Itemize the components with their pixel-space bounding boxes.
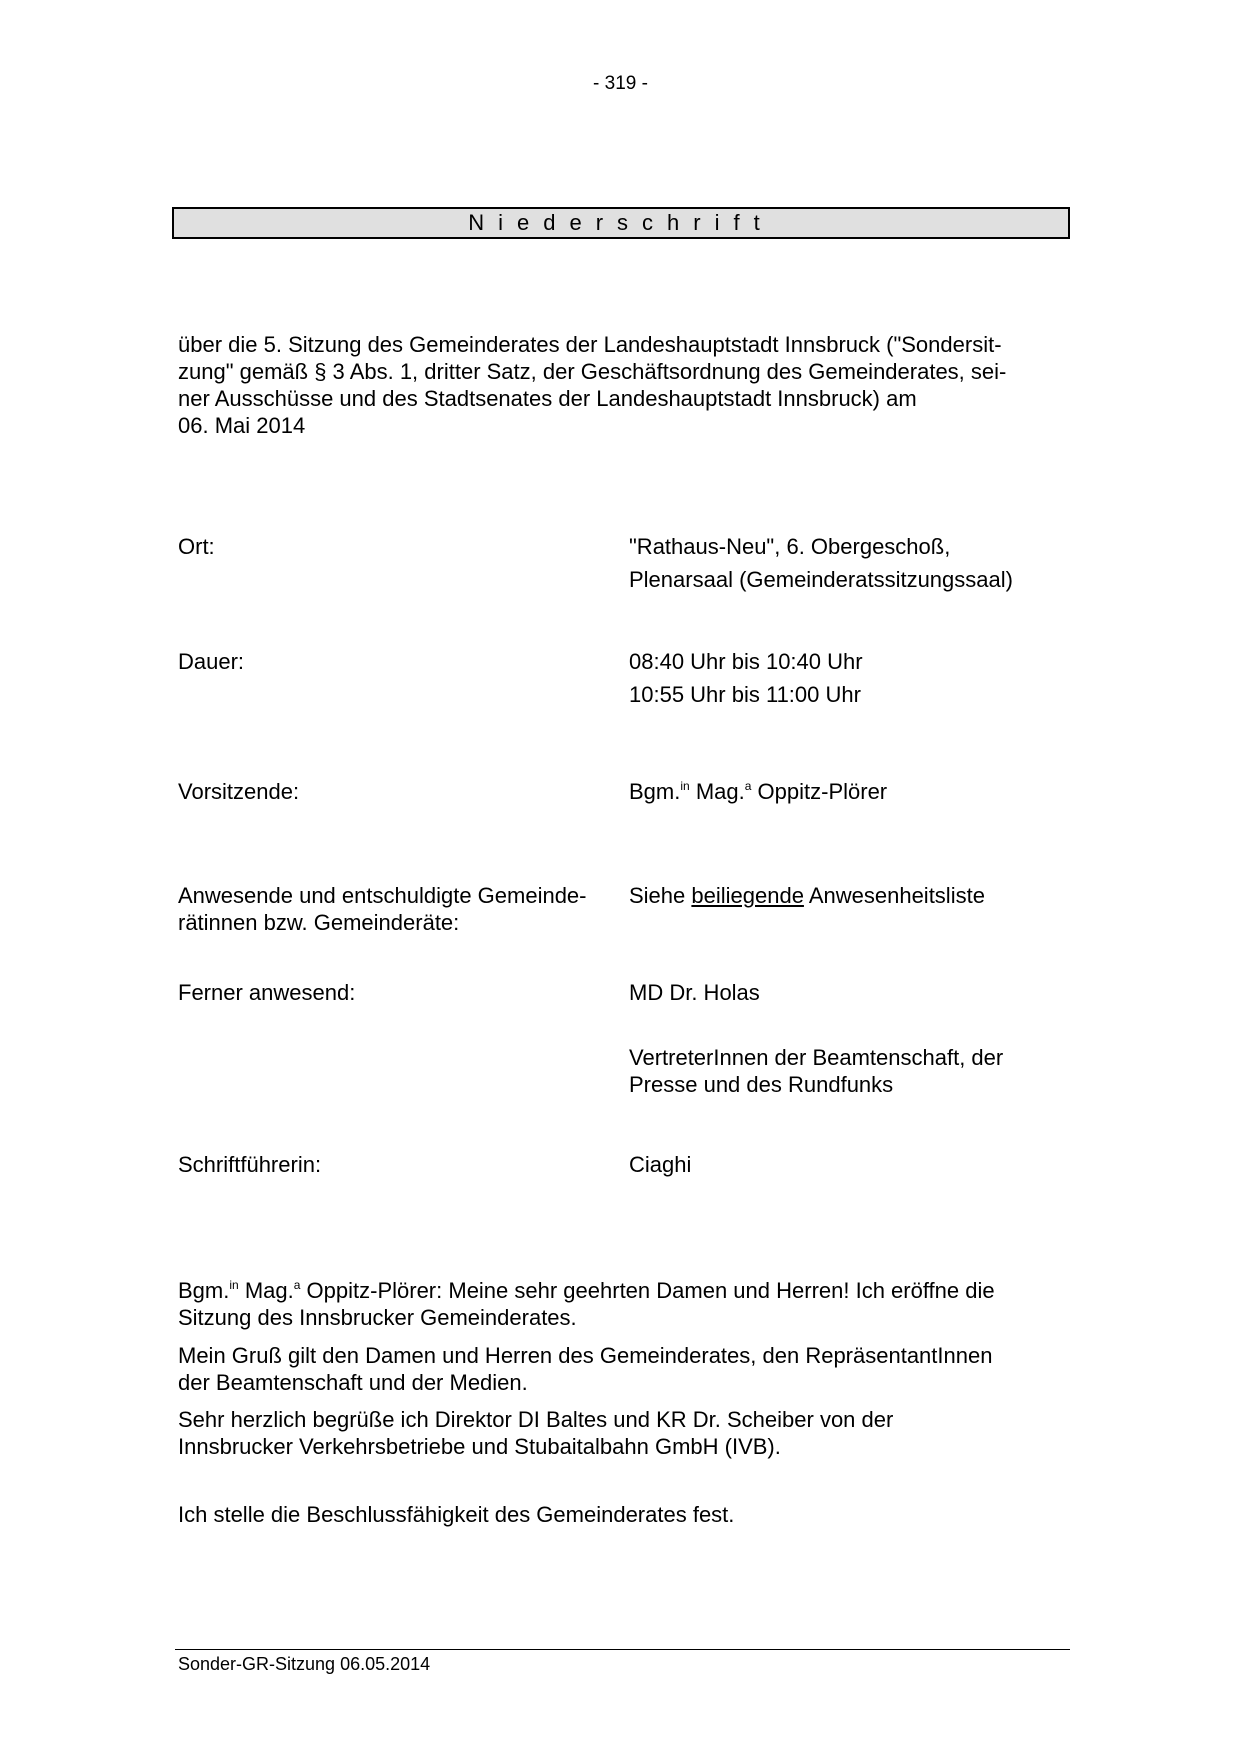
footer-divider <box>175 1649 1070 1650</box>
vorsitz-label: Vorsitzende: <box>178 779 300 804</box>
intro-date: 06. Mai 2014 <box>178 413 306 438</box>
document-title: Niederschrift <box>172 207 1070 239</box>
anwesende-value: Siehe beiliegende Anwesenheitsliste <box>629 883 985 908</box>
speech-paragraph-4: Ich stelle die Beschlussfähigkeit des Gemeinderates fest. <box>178 1502 735 1527</box>
ferner-value-1: MD Dr. Holas <box>629 980 760 1005</box>
ort-line: Plenarsaal (Gemeinderatssitzungssaal) <box>629 567 1013 592</box>
speech-paragraph-3: Sehr herzlich begrüße ich Direktor DI Baltes und KR Dr. Scheiber von der Innsbrucker Verkehrsbetriebe und Stubaitalbahn GmbH (IVB). <box>178 1407 894 1459</box>
footer-text: Sonder-GR-Sitzung 06.05.2014 <box>178 1654 431 1674</box>
speech-paragraph-2: Mein Gruß gilt den Damen und Herren des Gemeinderates, den RepräsentantInnen der Beamtenschaft und der Medien. <box>178 1343 993 1395</box>
dauer-value <box>629 645 1069 711</box>
speaker: Bgm.$^{in}$ Mag.$^a$ Oppitz-Plörer: <box>178 1278 443 1303</box>
anwesende-label: Anwesende und entschuldigte Gemeinde- rätinnen bzw. Gemeinderäte: <box>178 883 587 935</box>
dauer-line: 10:55 Uhr bis 11:00 Uhr <box>629 682 861 707</box>
ferner-label: Ferner anwesend: <box>178 980 356 1005</box>
schrift-value: Ciaghi <box>629 1152 692 1177</box>
ort-line: "Rathaus-Neu", 6. Obergeschoß, <box>629 534 951 559</box>
ort-value <box>629 530 1069 596</box>
dauer-line: 08:40 Uhr bis 10:40 Uhr <box>629 649 863 674</box>
vorsitz-value: Bgm.$^{in}$ Mag.$^a$ Oppitz-Plörer <box>629 779 888 804</box>
intro-paragraph <box>178 331 1058 439</box>
ferner-value-2: VertreterInnen der Beamtenschaft, der Presse und des Rundfunks <box>629 1045 1004 1097</box>
ort-label: Ort: <box>178 534 215 559</box>
dauer-label: Dauer: <box>178 649 245 674</box>
page-number: - 319 - <box>593 73 648 94</box>
speech-paragraph-1: Bgm.$^{in}$ Mag.$^a$ Oppitz-Plörer: Meine sehr geehrten Damen und Herren! Ich eröffne die Sitzung des Innsbrucker Gemeinderates. <box>178 1278 995 1330</box>
intro-line: über die 5. Sitzung des Gemeinderates der Landeshauptstadt Innsbruck ("Sondersit- <box>178 332 1002 357</box>
schrift-label: Schriftführerin: <box>178 1152 322 1177</box>
intro-line: ner Ausschüsse und des Stadtsenates der Landeshauptstadt Innsbruck) am <box>178 386 917 411</box>
beiliegende-link: beiliegende <box>691 883 804 908</box>
intro-line: zung" gemäß § 3 Abs. 1, dritter Satz, der Geschäftsordnung des Gemeinderates, sei- <box>178 359 1007 384</box>
